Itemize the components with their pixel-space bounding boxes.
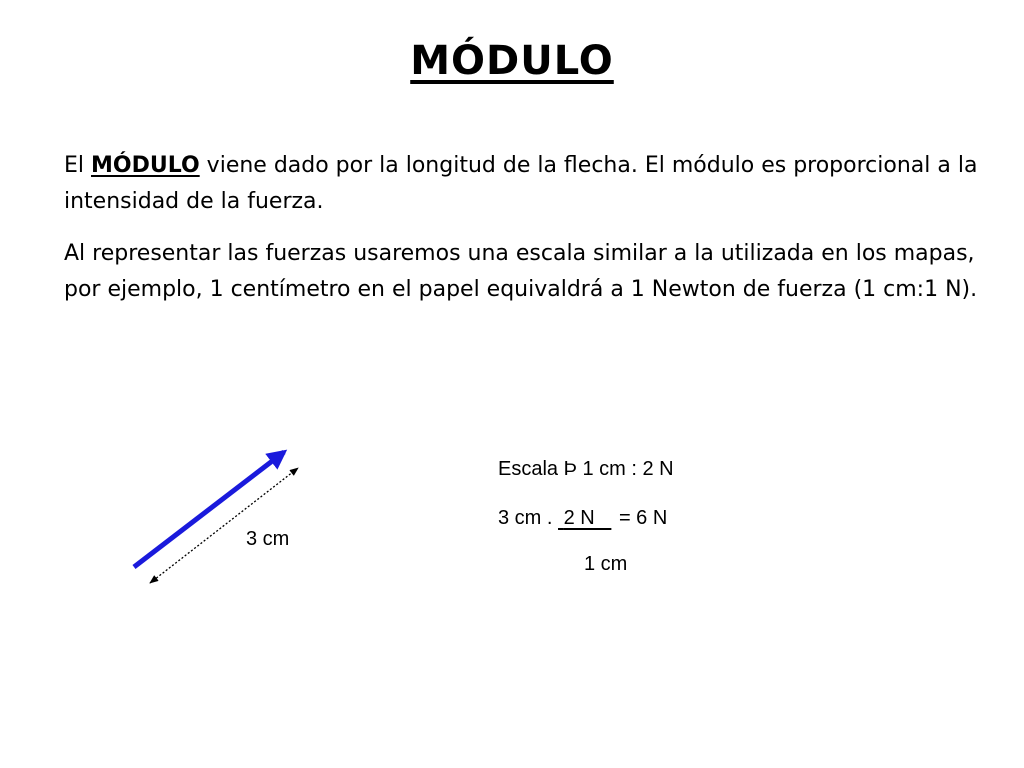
calc-denominator: 1 cm [584,553,628,575]
page-title: MÓDULO [410,38,614,84]
calc-numerator: 2 N [563,507,612,529]
calculation-line [498,507,667,530]
paragraph-scale: Al representar las fuerzas usaremos una escala similar a la utilizada en los mapas, por ejemplo, 1 centímetro en el papel equivaldrá a 1 Newton de fuerza (1 cm:1 N). [64,241,978,302]
scale-statement: Escala Þ 1 cm : 2 N [498,458,674,480]
calc-result: = 6 N [618,507,668,529]
emphasis-modulo: MÓDULO [91,153,200,178]
length-label: 3 cm [246,528,290,550]
paragraph-prefix: El [64,153,92,178]
calc-left: 3 cm . [498,507,553,529]
length-dimension-line [150,468,298,583]
paragraph-rest: viene dado por la longitud de la flecha. El módulo es proporcional a la intensidad de la fuerza. [64,153,978,214]
